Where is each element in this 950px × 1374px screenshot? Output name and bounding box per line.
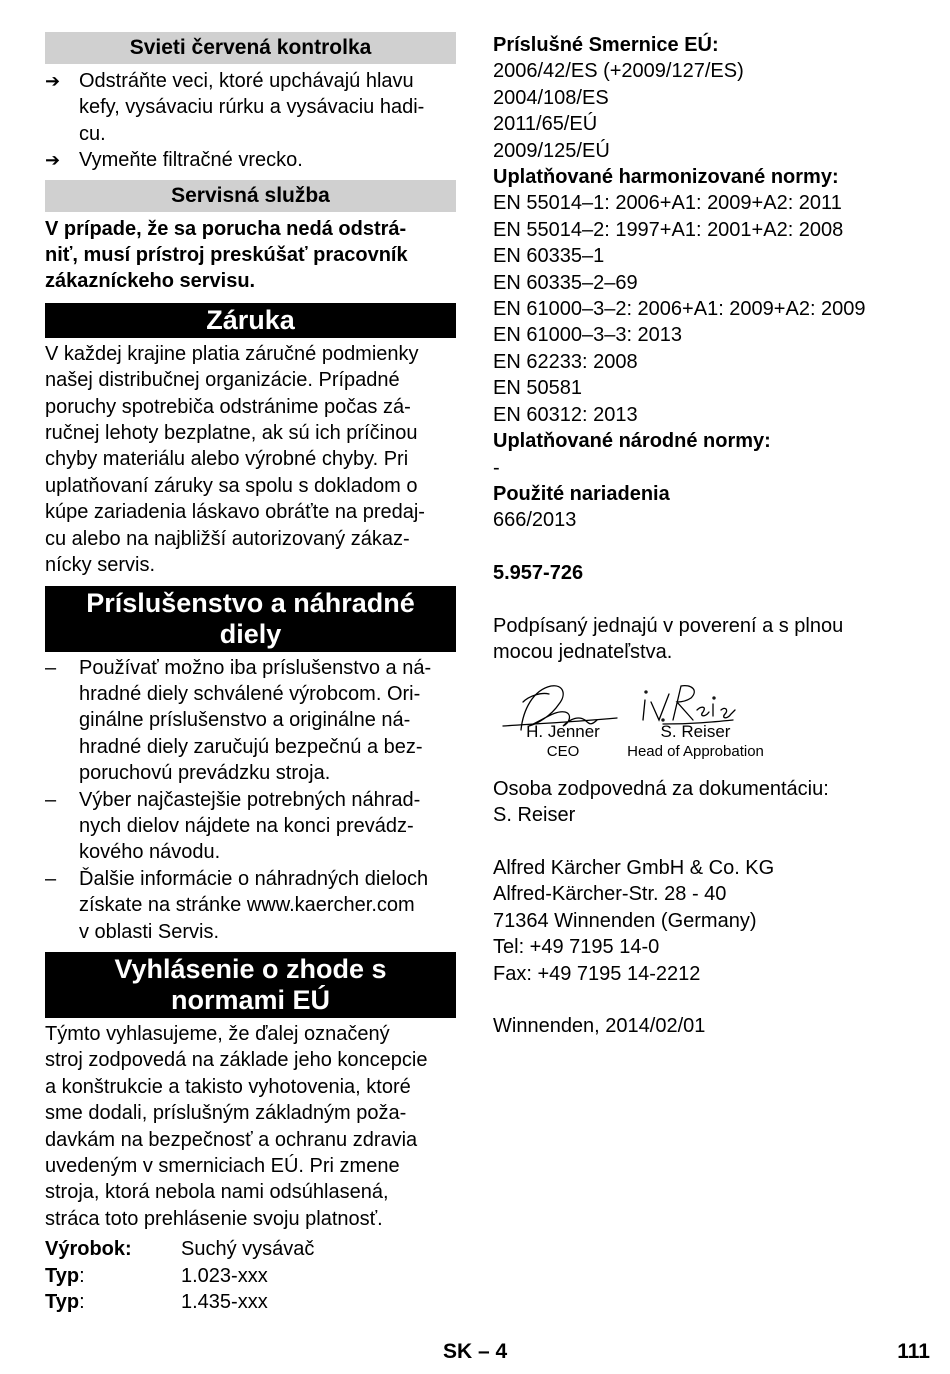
signatory-2: S. Reiser Head of Approbation (627, 721, 764, 760)
list-item: – Ďalšie informácie o náhradných dieloch získate na stránke www.kaercher.com v oblasti Servis. (45, 866, 456, 945)
right-column (493, 32, 913, 1040)
list-item: ➔ Vymeňte filtračné vrecko. (45, 147, 456, 173)
service-text: V prípade, že sa porucha nedá odstrá- niť, musí prístroj preskúšať pracovník zákazníckeho servisu. (45, 217, 408, 293)
dash-marker: – (45, 867, 57, 890)
directives-label: Príslušné Smernice EÚ: (493, 34, 719, 56)
national-value: - (493, 456, 500, 479)
section-heading-accessories: Príslušenstvo a náhradné diely (45, 586, 456, 652)
place-date: Winnenden, 2014/02/01 (493, 1015, 706, 1038)
footer-section: SK – 4 (443, 1340, 508, 1363)
product-row: Typ: 1.023-xxx (45, 1264, 268, 1287)
national-label: Uplatňované národné normy: (493, 430, 771, 453)
list-item: – Používať možno iba príslušenstvo a ná- hradné diely schválené výrobcom. Ori- ginálne príslušenstvo a originálne ná- hradné diely zaručujú bezpečnú a bez- poruchovú prevádzku stroja. (45, 655, 456, 787)
product-row: Typ: 1.435-xxx (45, 1291, 268, 1314)
regulations-label: Použité nariadenia (493, 482, 670, 505)
document-number: 5.957-726 (493, 562, 584, 585)
section-heading-service: Servisná služba (45, 180, 456, 212)
signed-text: Podpísaný jednajú v poverení a s plnou mocou jednateľstva. (493, 614, 844, 664)
signature-reiser (643, 685, 735, 723)
signature-block (493, 680, 913, 780)
harmonized-list: EN 55014–1: 2006+A1: 2009+A2: 2011 EN 55014–2: 1997+A1: 2001+A2: 2008 EN 60335–1 EN 60335–2–69 EN 61000–3–2: 2006+A1: 2009+A2: 2009 EN 61000–3–3: 2013 EN 62233: 2008 EN 50581 EN 60312: 2013 (493, 192, 866, 426)
red-light-list (45, 68, 456, 174)
section-heading-warranty: Záruka (45, 303, 456, 338)
product-row: Výrobok: Suchý vysávač (45, 1238, 315, 1261)
section-heading-red-light: Svieti červená kontrolka (45, 32, 456, 64)
dash-marker: – (45, 656, 57, 679)
list-item: ➔ Odstráňte veci, ktoré upchávajú hlavu kefy, vysávaciu rúrku a vysávaciu hadi- cu. (45, 68, 456, 147)
accessories-list (45, 655, 456, 945)
arrow-right-icon: ➔ (45, 150, 61, 171)
dash-marker: – (45, 788, 57, 811)
warranty-text: V každej krajine platia záručné podmienky našej distribučnej organizácie. Prípadné poruchy spotrebiča odstránime počas zá- ručnej lehoty bezplatne, ak sú ich príčinou chyby materiálu alebo výrobné chyby. Pri uplatňovaní záruky sa spolu s dokladom o kúpe zariadenia láskavo obráťte na predaj- cu alebo na najbližší autorizovaný zákaz- nícky servis. (45, 342, 425, 577)
regulations-value: 666/2013 (493, 509, 577, 532)
address-block: Alfred Kärcher GmbH & Co. KG Alfred-Kärcher-Str. 28 - 40 71364 Winnenden (Germany) Tel: +49 7195 14-0 Fax: +49 7195 14-2212 (493, 856, 775, 985)
section-heading-declaration: Vyhlásenie o zhode s normami EÚ (45, 952, 456, 1018)
declaration-text: Týmto vyhlasujeme, že ďalej označený stroj zodpovedá na základe jeho koncepcie a konštrukcie a takisto vyhotovenia, ktoré sme dodali, príslušným základným poža- davkám na bezpečnosť a ochranu zdravia uvedeným v smerniciach EÚ. Pri zmene stroja, ktorá nebola nami odsúhlasená, stráca toto prehlásenie svoju platnosť. (45, 1022, 428, 1230)
harmonized-label: Uplatňované harmonizované normy: (493, 166, 839, 189)
arrow-right-icon: ➔ (45, 71, 61, 91)
page-number: 111 (897, 1340, 930, 1363)
directives-list: 2006/42/ES (+2009/127/ES) 2004/108/ES 2011/65/EÚ 2009/125/EÚ (493, 60, 744, 162)
doc-person-block: Osoba zodpovedná za dokumentáciu: S. Reiser (493, 777, 829, 827)
product-table (45, 1236, 456, 1315)
list-item: – Výber najčastejšie potrebných náhrad- nych dielov nájdete na konci prevádz- kového návodu. (45, 787, 456, 866)
left-column (45, 32, 456, 1315)
signatory-1: H. Jenner CEO (526, 721, 600, 760)
